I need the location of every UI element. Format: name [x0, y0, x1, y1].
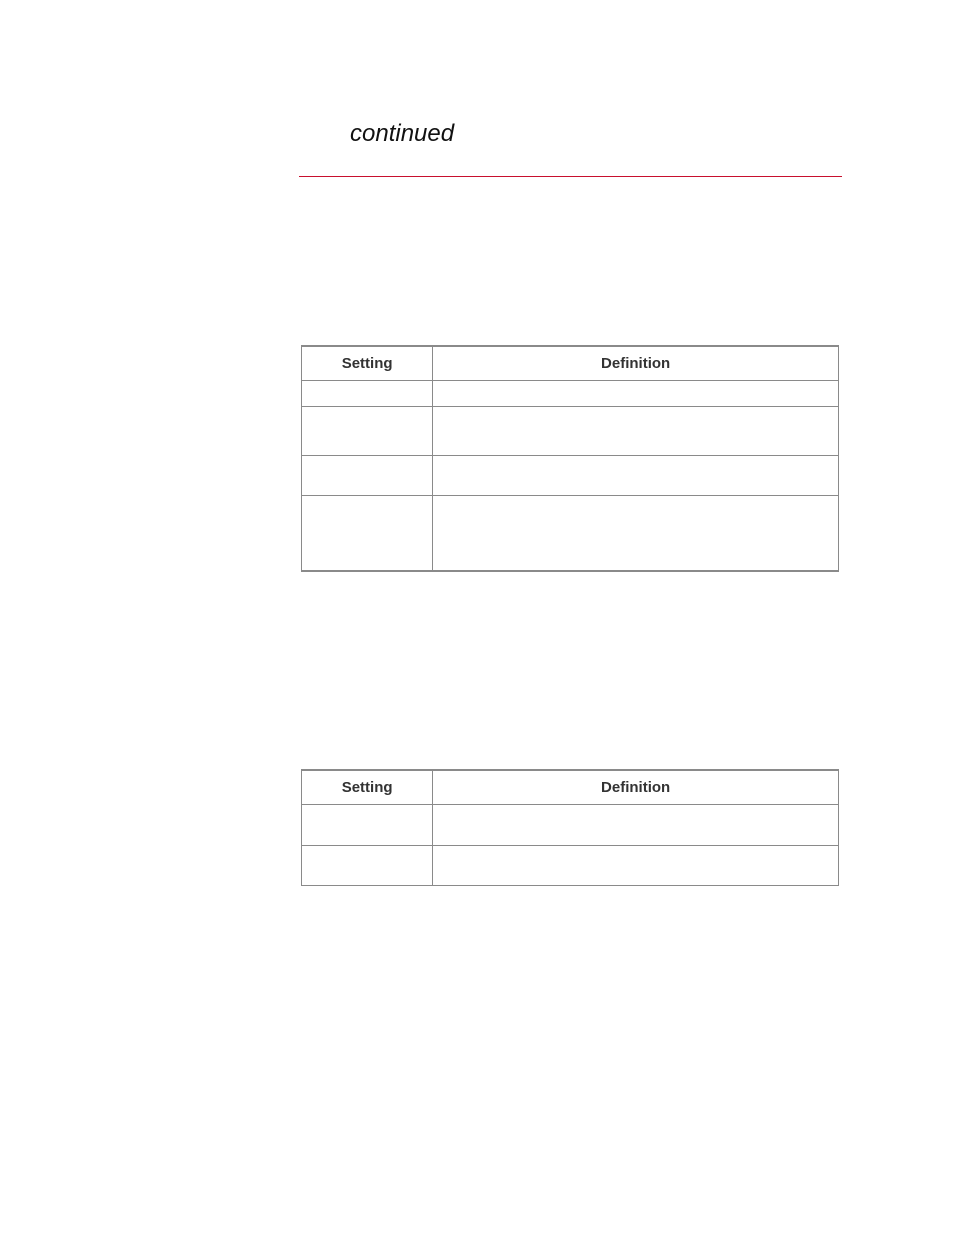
- table-row: [302, 845, 839, 885]
- column-header-definition: Definition: [433, 346, 839, 380]
- table-row: [302, 380, 839, 406]
- setting-cell: [302, 406, 433, 455]
- table-row: [302, 804, 839, 845]
- definition-cell: [433, 455, 839, 495]
- continued-heading: continued: [350, 120, 455, 147]
- table-row: [302, 455, 839, 495]
- column-header-setting: Setting: [302, 346, 433, 380]
- definition-cell: [433, 804, 839, 845]
- table-row: [302, 495, 839, 571]
- column-header-definition: Definition: [433, 770, 839, 804]
- settings-table-2: [301, 769, 839, 886]
- section-divider: [299, 176, 842, 177]
- table-header-row: [302, 770, 839, 804]
- column-header-setting: Setting: [302, 770, 433, 804]
- setting-cell: [302, 455, 433, 495]
- definition-cell: [433, 380, 839, 406]
- setting-cell: [302, 380, 433, 406]
- setting-cell: [302, 804, 433, 845]
- definition-cell: [433, 406, 839, 455]
- setting-cell: [302, 845, 433, 885]
- table-header-row: [302, 346, 839, 380]
- setting-cell: [302, 495, 433, 571]
- settings-table-1: [301, 345, 839, 572]
- definition-cell: [433, 495, 839, 571]
- table-row: [302, 406, 839, 455]
- definition-cell: [433, 845, 839, 885]
